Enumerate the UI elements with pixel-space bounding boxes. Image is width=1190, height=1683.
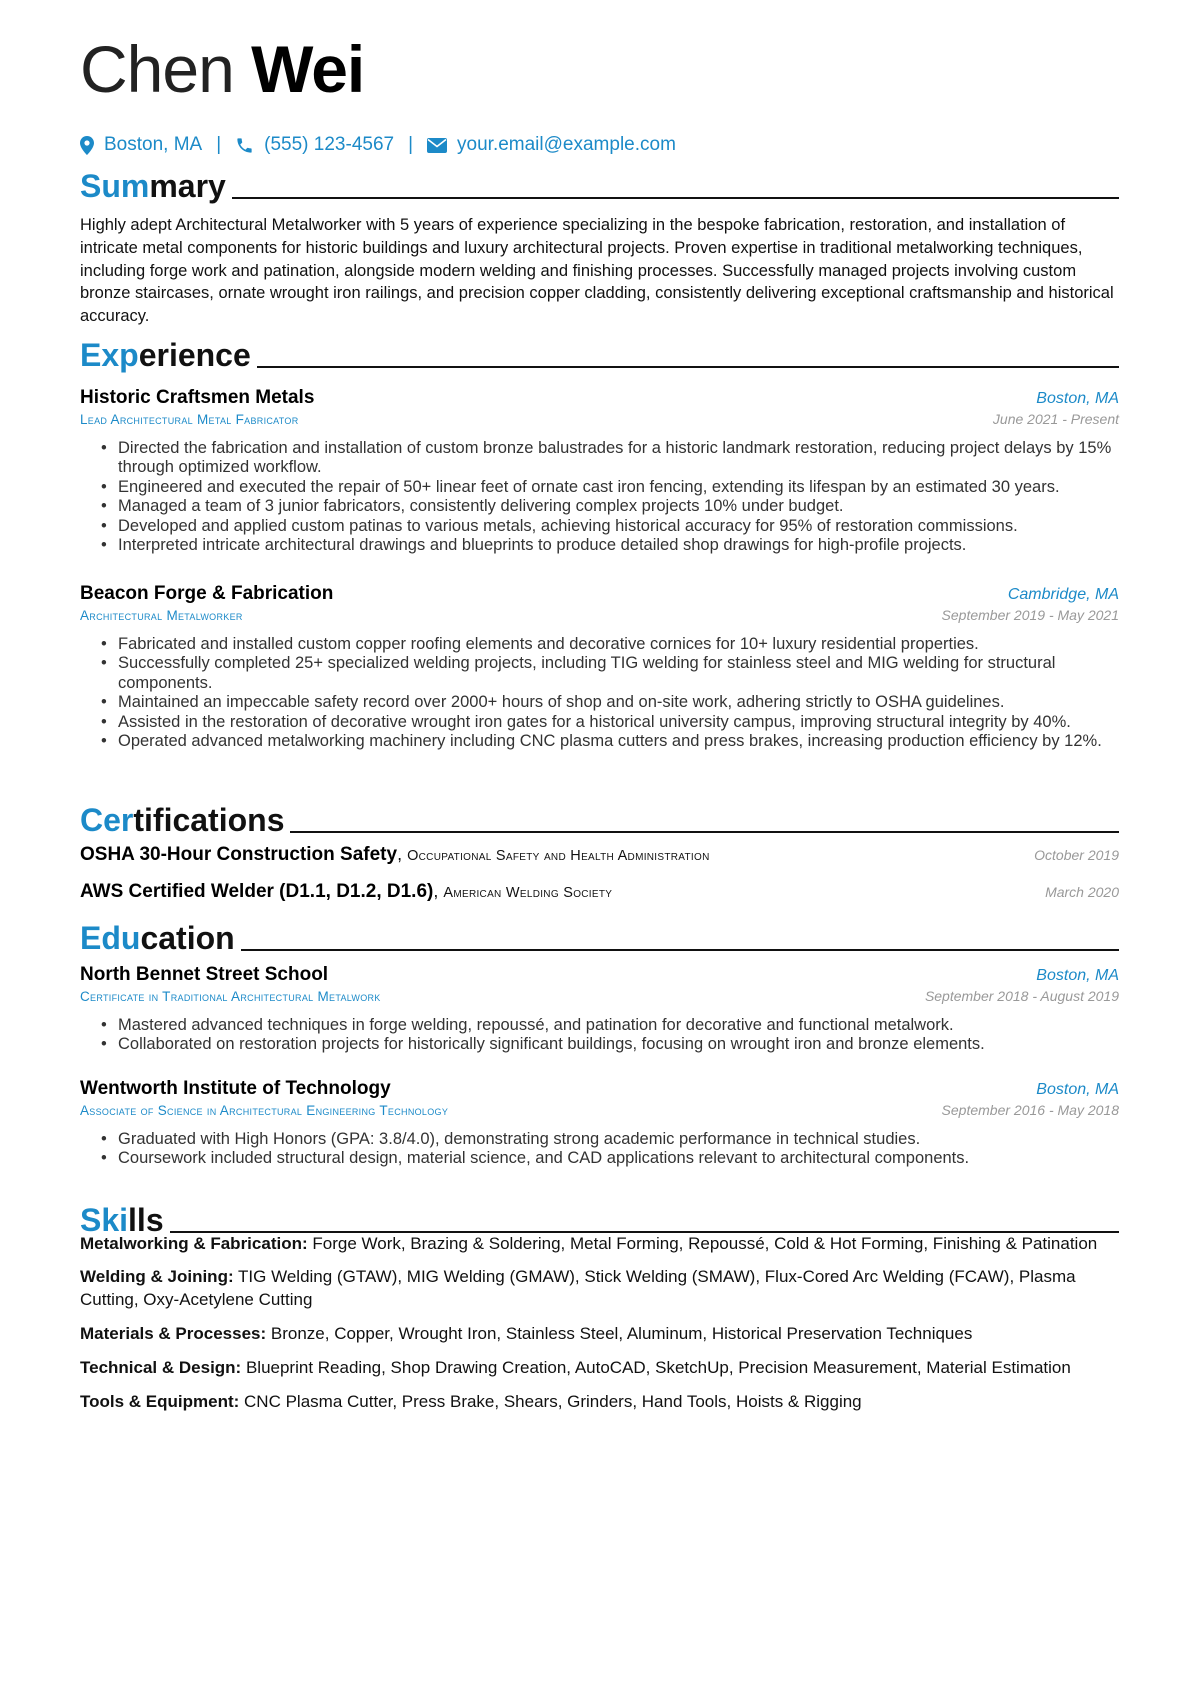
list-item: • Mastered advanced techniques in forge welding, repoussé, and patination for decorative and functional metalwork. [118, 1016, 1119, 1035]
skill-items: Forge Work, Brazing & Soldering, Metal Forming, Repoussé, Cold & Hot Forming, Finishing & Patination [312, 1234, 1098, 1253]
list-item: • Operated advanced metalworking machinery including CNC plasma cutters and press brakes, increasing production efficiency by 12%. [118, 732, 1119, 751]
certification-name: OSHA 30-Hour Construction Safety [80, 844, 398, 865]
list-item: • Engineered and executed the repair of 50+ linear feet of ornate cast iron fencing, extending its lifespan by an estimated 30 years. [118, 478, 1119, 497]
section-title-summary [80, 162, 1119, 202]
education-dates: September 2016 - May 2018 [941, 1102, 1119, 1118]
section-title-rest: mary [149, 168, 226, 204]
skill-category: Materials & Processes: [80, 1324, 267, 1343]
job-location: Boston, MA [1036, 390, 1119, 407]
contact-separator: | [216, 134, 222, 155]
employer-name: Beacon Forge & Fabrication [80, 583, 334, 604]
skill-category: Metalworking & Fabrication: [80, 1234, 308, 1253]
school-name: Wentworth Institute of Technology [80, 1078, 391, 1099]
section-rule [232, 197, 1119, 199]
school-location: Boston, MA [1036, 967, 1119, 984]
skill-category: Technical & Design: [80, 1358, 242, 1377]
list-item: • Graduated with High Honors (GPA: 3.8/4.0), demonstrating strong academic performance in technical studies. [118, 1130, 1119, 1149]
job-title: Architectural Metalworker [80, 608, 243, 623]
phone-text: (555) 123-4567 [264, 134, 395, 155]
contact-location [80, 134, 202, 156]
skill-row [80, 1232, 1119, 1255]
list-item: • Collaborated on restoration projects for historically significant buildings, focusing on wrought iron and bronze elements. [118, 1035, 1119, 1054]
section-title-highlight: Edu [80, 920, 141, 956]
list-item: • Coursework included structural design, material science, and CAD applications relevant to architectural components. [118, 1149, 1119, 1168]
candidate-name [80, 32, 365, 106]
skill-category: Welding & Joining: [80, 1267, 234, 1286]
job-bullets [80, 635, 1119, 751]
experience-entry [80, 387, 1119, 555]
map-pin-icon [80, 136, 94, 155]
list-item: • Maintained an impeccable safety record over 2000+ hours of shop and on-site work, adhering strictly to OSHA guidelines. [118, 693, 1119, 712]
skill-row [80, 1265, 1119, 1311]
skill-category: Tools & Equipment: [80, 1392, 240, 1411]
education-entry [80, 964, 1119, 1055]
section-rule [257, 366, 1119, 368]
job-location: Cambridge, MA [1007, 586, 1119, 603]
job-dates: June 2021 - Present [992, 411, 1119, 427]
skill-row [80, 1322, 1119, 1345]
skill-row [80, 1356, 1119, 1379]
section-rule [241, 949, 1119, 951]
section-title-skills [80, 1196, 1119, 1236]
list-item: • Successfully completed 25+ specialized welding projects, including TIG welding for stainless steel and MIG welding for structural components. [118, 654, 1119, 693]
skill-items: Blueprint Reading, Shop Drawing Creation, AutoCAD, SketchUp, Precision Measurement, Material Estimation [245, 1358, 1071, 1377]
contact-separator: | [408, 134, 414, 155]
certification-date: October 2019 [1034, 847, 1119, 863]
list-item: • Assisted in the restoration of decorative wrought iron gates for a historical university campus, improving structural integrity by 40%. [118, 713, 1119, 732]
section-rule [290, 831, 1119, 833]
certification-date: March 2020 [1045, 884, 1119, 900]
contact-email[interactable] [427, 134, 676, 156]
section-title-highlight: Exp [80, 337, 139, 373]
section-title-certifications [80, 796, 1119, 836]
section-title-highlight: Sum [80, 168, 150, 204]
education-bullets [80, 1016, 1119, 1055]
section-title-highlight: Cer [80, 802, 134, 838]
job-dates: September 2019 - May 2021 [941, 607, 1119, 623]
summary-text: Highly adept Architectural Metalworker with 5 years of experience specializing in the bespoke fabrication, restoration, and installation of intricate metal components for historic buildings and luxury architectural projects. Proven expertise in traditional metalworking techniques, including forge work and patination, alongside modern welding and finishing processes. Successfully managed projects involving custom bronze staircases, ornate wrought iron railings, and precision copper cladding, consistently delivering exceptional craftsmanship and historical accuracy. [80, 216, 1114, 326]
education-dates: September 2018 - August 2019 [924, 988, 1119, 1004]
education-bullets [80, 1130, 1119, 1169]
list-item: • Directed the fabrication and installation of custom bronze balustrades for a historic landmark restoration, reducing project delays by 15% through optimized workflow. [118, 439, 1119, 478]
section-title-experience [80, 331, 1119, 371]
email-link[interactable]: your.email@example.com [457, 134, 676, 155]
phone-icon [235, 136, 254, 155]
list-item: • Fabricated and installed custom copper roofing elements and decorative cornices for 10+ luxury residential properties. [118, 635, 1119, 654]
envelope-icon [427, 138, 447, 153]
certification-issuer: Occupational Safety and Health Administration [407, 848, 710, 864]
last-name: Wei [251, 32, 365, 106]
section-title-rest: lls [128, 1202, 164, 1238]
first-name: Chen [80, 32, 234, 106]
section-title-rest: cation [140, 920, 235, 956]
list-item: • Developed and applied custom patinas to various metals, achieving historical accuracy for 95% of restoration commissions. [118, 517, 1119, 536]
school-location: Boston, MA [1036, 1081, 1119, 1098]
certification-name: AWS Certified Welder (D1.1, D1.2, D1.6) [80, 881, 434, 902]
skill-items: TIG Welding (GTAW), MIG Welding (GMAW), Stick Welding (SMAW), Flux-Cored Arc Welding (FCAW), Plasma Cutting, Oxy-Acetylene Cutting [80, 1267, 1076, 1309]
list-item: • Interpreted intricate architectural drawings and blueprints to produce detailed shop drawings for high-profile projects. [118, 536, 1119, 555]
job-bullets [80, 439, 1119, 555]
contact-line [80, 134, 676, 156]
section-title-rest: erience [138, 337, 251, 373]
skill-items: CNC Plasma Cutter, Press Brake, Shears, Grinders, Hand Tools, Hoists & Rigging [244, 1392, 862, 1411]
section-title-rest: tifications [133, 802, 285, 838]
contact-phone[interactable] [235, 134, 394, 156]
location-text: Boston, MA [104, 134, 203, 155]
employer-name: Historic Craftsmen Metals [80, 387, 315, 408]
skill-items: Bronze, Copper, Wrought Iron, Stainless Steel, Aluminum, Historical Preservation Techniques [270, 1324, 973, 1343]
list-item: • Managed a team of 3 junior fabricators, consistently delivering complex projects 10% under budget. [118, 497, 1119, 516]
section-title-education [80, 914, 1119, 954]
job-title: Lead Architectural Metal Fabricator [80, 412, 299, 427]
degree-title: Associate of Science in Architectural Engineering Technology [80, 1103, 449, 1118]
degree-title: Certificate in Traditional Architectural Metalwork [80, 989, 381, 1004]
education-entry [80, 1078, 1119, 1169]
skill-row [80, 1390, 1119, 1413]
section-title-highlight: Ski [80, 1202, 129, 1238]
school-name: North Bennet Street School [80, 964, 329, 985]
certification-row: AWS Certified Welder (D1.1, D1.2, D1.6), American Welding Society March 2020 [80, 881, 1119, 902]
experience-entry [80, 583, 1119, 751]
certification-issuer: American Welding Society [443, 885, 613, 901]
certification-row: OSHA 30-Hour Construction Safety, Occupational Safety and Health Administration October 2019 [80, 844, 1119, 865]
